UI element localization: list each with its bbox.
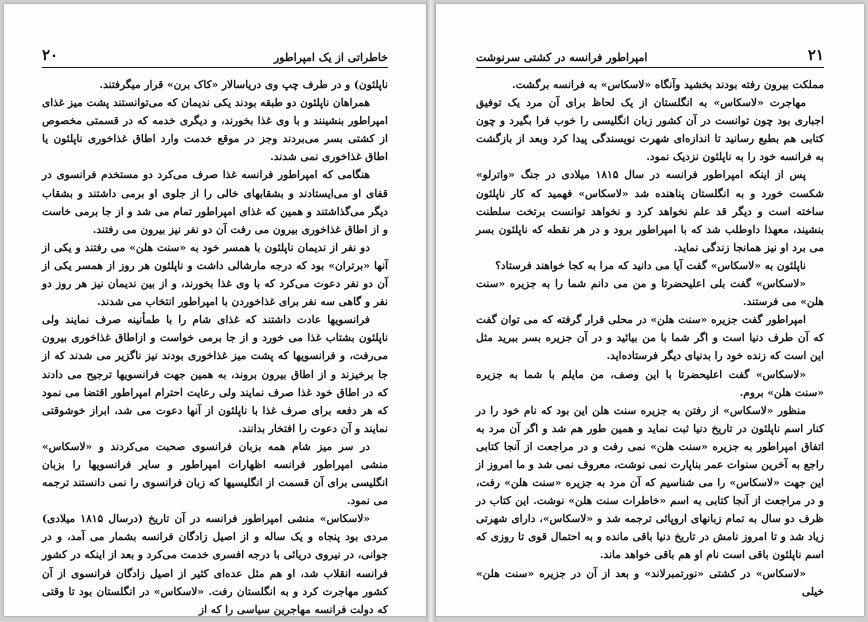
paragraph: ناپلئون به «لاسکاس» گفت آیا می دانید که مرا به کجا خواهند فرستاد؟ xyxy=(495,259,806,272)
right-header-rule xyxy=(476,67,824,68)
left-page-body xyxy=(42,76,388,616)
left-page-number: ۲۰ xyxy=(42,46,59,64)
paragraph: «لاسکاس» گفت بلی اعلیحضرتا و من می دانم شما را به جزیره «سنت هلن» می فرستند. xyxy=(476,278,824,309)
book-gutter xyxy=(426,0,436,622)
paragraph: امپراطور گفت جزیره «سنت هلن» در محلی قرار گرفته که می توان گفت که آن طرف دنیا است و اگر شما با من بیائید و در آن جزیره بسر ببرید مثل این است که زنده خود را بدنیای دیگر فرستاده‌اید. xyxy=(476,314,824,363)
left-page xyxy=(4,4,426,616)
left-header-rule xyxy=(42,67,388,68)
paragraph: «لاسکاس» گفت اعلیحضرتا با این وصف، من مایلم با شما به جزیره «سنت هلن» بروم. xyxy=(476,368,824,399)
right-page-running-title: امپراطور فرانسه در کشتی سرنوشت xyxy=(476,51,648,64)
right-page-header xyxy=(476,44,824,64)
paragraph: هنگامی که امپراطور فرانسه غذا صرف می‌کرد دو مستخدم فرانسوی در قفای او می‌ایستادند و بشقابهای خالی را از جلوی او برمی داشتند و بشقاب دیگر می‌گذاشتند و همین که غذای امپراطور تمام می شد و از جا برمی خاست و از اطاق غذاخوری بیرون می رفت آن دو نفر نیز بیرون می رفتند. xyxy=(42,169,388,236)
right-page-body xyxy=(476,76,824,601)
left-page-running-title: خاطراتی از یک امپراطور xyxy=(273,51,388,64)
paragraph: فرانسویها عادت داشتند که غذای شام را با طمأنینه صرف نمایند ولی ناپلئون بشتاب غذا می خورد و از جا برمی خواست و ازاطاق غذاخوری بیرون می‌رفت، و فرانسویها که پشت میز غذاخوری بودند نیز ناگزیر می شدند که از جا برخیزند و از اطاق بیرون بروند، به همین جهت فرانسویها ترجیح می دادند که در اطاق خود غذا صرف نمایند ولی رعایت احترام امپراطور اقتضا می نمود که هر دفعه برای صرف غذا با ناپلئون از آنها دعوت می شد، ابراز خوشوقتی نمایند و آن دعوت را افتخار بدانند. xyxy=(42,314,388,435)
paragraph: دو نفر از ندیمان ناپلئون با همسر خود به «سنت هلن» می رفتند و یکی از آنها «برتران» بود که درجه مارشالی داشت و ناپلئون هر روز از همسر یکی از آن دو نفر دعوت می‌کرد که با وی غذا بخورند، و از بین ندیمان نیز هر روز دو نفر و گاهی سه نفر برای غذاخوردن با امپراطور انتخاب می شدند. xyxy=(42,241,388,309)
paragraph: «لاسکاس» در کشتی «نورتمبرلاند» و بعد از آن در جزیره «سنت هلن» خیلی xyxy=(476,567,824,598)
left-page-header xyxy=(42,44,388,64)
paragraph: ناپلئون) و در طرف چپ وی دریاسالار «کاک برن» قرار میگرفتند. xyxy=(99,79,388,91)
paragraph: مملکت بیرون رفته بودند بخشید وآنگاه «لاسکاس» به فرانسه برگشت. xyxy=(511,79,824,91)
paragraph: پس از اینکه امپراطور فرانسه در سال ۱۸۱۵ میلادی در جنگ «واترلو» شکست خورد و به انگلستان پناهنده شد «لاسکاس» فهمید که کار ناپلئون ساخته است و دیگر قد علم نخواهد کرد و نخواهد توانست برتخت سلطنت بنشیند، معهذا داوطلب شد که با امپراطور برود و در هر نقطه که ناپلئون بسر می برد او نیز همانجا زندگی نماید. xyxy=(476,169,824,254)
right-page xyxy=(436,4,864,616)
paragraph: منظور «لاسکاس» از رفتن به جزیره سنت هلن این بود که نام خود را در کنار اسم ناپلئون در تاریخ دنیا ثبت نماید و همین طور هم شد و اگر آن مرد به اتفاق امپراطور به جزیره «سنت هلن» نمی رفت و در مراجعت از آنجا کتابی راجع به آخرین سنوات عمر بناپارت نمی نوشت، معروف نمی شد و ما امروز از این جهت «لاسکاس» را می شناسیم که آن مرد به جزیره «سنت هلن» رفت، و در مراجعت از آنجا کتابی به اسم «خاطرات سنت هلن» نوشت. این کتاب در ظرف دو سال به تمام زبانهای اروپائی ترجمه شد و «لاسکاس»، دارای شهرتی زیاد شد و تا امروز نامش در تاریخ دنیا باقی مانده و به احتمال قوی تا روزی که اسم ناپلئون باقی است نام او هم باقی خواهد ماند. xyxy=(476,404,824,562)
paragraph: همراهان ناپلئون دو طبقه بودند یکی ندیمان که می‌توانستند پشت میز غذای امپراطور بنشینند و با وی غذا بخورند، و دیگری خدمه که در قسمتی مخصوص از کشتی بسر می‌بردند وجز در موقع خدمت وارد اطاق غذاخوری ناپلئون یا اطاق غذاخوری نمی شدند. xyxy=(42,97,388,164)
right-page-number: ۲۱ xyxy=(807,46,824,64)
paragraph: «لاسکاس» منشی امپراطور فرانسه در آن تاریخ (درسال ۱۸۱۵ میلادی) مردی بود پنجاه و یک ساله و از اصیل زادگان فرانسه بشمار می آمد، و در جوانی، در نیروی دریائی با درجه افسری خدمت می‌کرد و بعد از اینکه در کشور فرانسه انقلاب شد، او هم مثل عده‌ای کثیر از اصیل زادگان فرانسوی از آن کشور مهاجرت کرد و به انگلستان رفت. «لاسکاس» در انگلستان بود تا وقتی که دولت فرانسه مهاجرین سیاسی را که از xyxy=(42,513,388,616)
paragraph: در سر میز شام همه بزبان فرانسوی صحبت می‌کردند و «لاسکاس» منشی امپراطور فرانسه اظهارات امپراطور و سایر فرانسویها را بزبان انگلیسی برای آن قسمت از انگلیسیها که زبان فرانسوی را نمی دانستند ترجمه می نمود. xyxy=(42,440,388,508)
paragraph: مهاجرت «لاسکاس» به انگلستان از یک لحاظ برای آن مرد یک توفیق اجباری بود چون توانست در آن کشور زبان انگلیسی را خوب فرا بگیرد و چون کتابی هم بطبع رسانید تا اندازه‌ای شهرت نویسندگی پیدا کرد وبعد از بازگشت به فرانسه خود را به ناپلئون نزدیک نمود. xyxy=(476,97,824,164)
